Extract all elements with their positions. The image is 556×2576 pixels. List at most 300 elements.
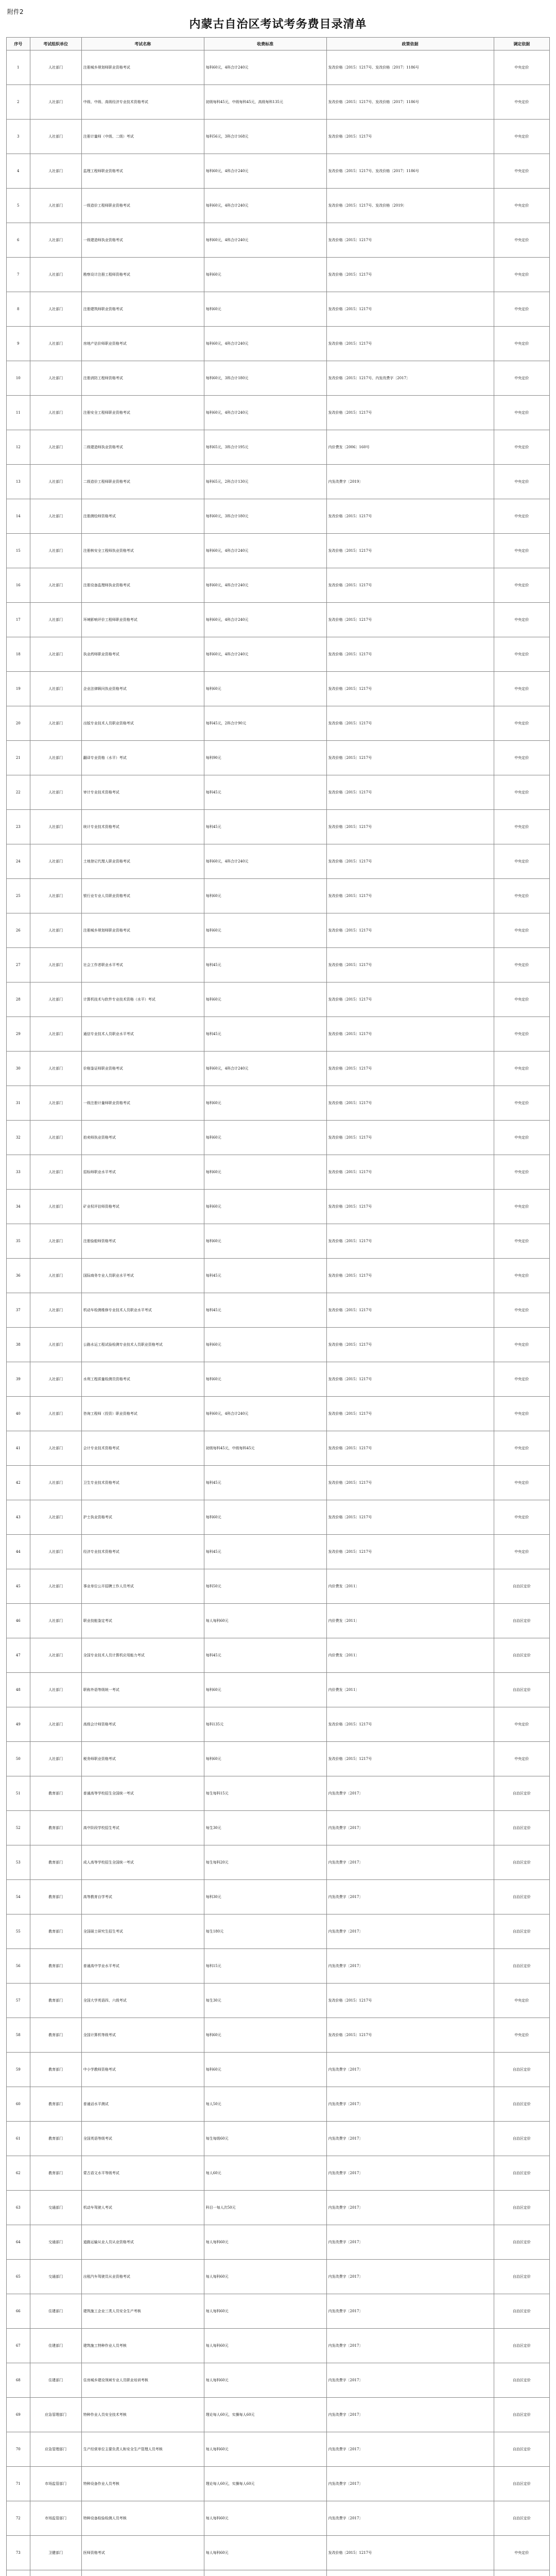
cell-fee: 每科65元，3科合计195元	[204, 430, 326, 465]
cell-authority: 自治区定价	[494, 2260, 549, 2294]
table-row	[7, 2122, 550, 2156]
cell-basis: 发改价格〔2015〕1217号	[326, 706, 494, 741]
cell-basis: 发改价格〔2015〕1217号	[326, 844, 494, 879]
cell-no: 37	[7, 1293, 30, 1328]
cell-fee: 每科65元，2科合计130元	[204, 465, 326, 499]
cell-basis: 发改价格〔2015〕1217号	[326, 1397, 494, 1431]
cell-basis: 发改价格〔2015〕1217号	[326, 396, 494, 430]
table-row	[7, 982, 550, 1017]
cell-basis: 内发改费字〔2017〕	[326, 2225, 494, 2260]
cell-org: 人社部门	[30, 1431, 81, 1466]
cell-no: 56	[7, 1949, 30, 1984]
cell-no: 72	[7, 2501, 30, 2536]
cell-authority: 中央定价	[494, 913, 549, 948]
cell-exam-name: 注册设备监理师执业资格考试	[81, 568, 204, 603]
cell-org: 人社部门	[30, 1638, 81, 1673]
header-org: 考试组织单位	[30, 38, 81, 50]
cell-exam-name: 翻译专业资格（水平）考试	[81, 741, 204, 775]
cell-exam-name: 护士执业资格考试	[81, 1500, 204, 1535]
cell-org: 人社部门	[30, 1328, 81, 1362]
cell-basis: 发改价格〔2015〕1217号	[326, 1224, 494, 1259]
cell-authority: 中央定价	[494, 499, 549, 534]
cell-exam-name: 特种作业人员安全技术考核	[81, 2398, 204, 2432]
cell-exam-name: 注册核安全工程师执业资格考试	[81, 534, 204, 568]
cell-fee: 每科60元，4科合计240元	[204, 154, 326, 189]
cell-basis: 发改价格〔2015〕1217号	[326, 1984, 494, 2018]
cell-basis: 发改价格〔2015〕1217号	[326, 1742, 494, 1776]
cell-org: 人社部门	[30, 1604, 81, 1638]
cell-fee: 每科60元	[204, 879, 326, 913]
cell-authority: 自治区定价	[494, 2087, 549, 2122]
cell-no: 32	[7, 1121, 30, 1155]
cell-org: 人社部门	[30, 1466, 81, 1500]
cell-no: 49	[7, 1707, 30, 1742]
table-row	[7, 1638, 550, 1673]
cell-no: 73	[7, 2536, 30, 2570]
cell-no: 17	[7, 603, 30, 637]
cell-org: 人社部门	[30, 1569, 81, 1604]
cell-exam-name: 医师资格考试	[81, 2536, 204, 2570]
cell-authority: 中央定价	[494, 1466, 549, 1500]
cell-no: 5	[7, 189, 30, 223]
cell-fee: 每生每级60元	[204, 2122, 326, 2156]
table-row	[7, 1121, 550, 1155]
cell-org: 人社部门	[30, 982, 81, 1017]
cell-authority: 中央定价	[494, 1362, 549, 1397]
cell-no: 24	[7, 844, 30, 879]
table-row	[7, 2087, 550, 2122]
cell-authority: 自治区定价	[494, 2363, 549, 2398]
cell-org: 人社部门	[30, 1190, 81, 1224]
cell-no: 4	[7, 154, 30, 189]
table-row	[7, 430, 550, 465]
cell-no: 28	[7, 982, 30, 1017]
table-row	[7, 2329, 550, 2363]
cell-exam-name: 生产经营单位主要负责人和安全生产管理人员考核	[81, 2432, 204, 2467]
cell-basis: 内发改费字〔2017〕	[326, 1776, 494, 1811]
cell-org: 人社部门	[30, 292, 81, 327]
cell-exam-name: 招标师职业水平考试	[81, 1155, 204, 1190]
cell-exam-name: 经济专业技术资格考试	[81, 1535, 204, 1569]
table-row	[7, 1224, 550, 1259]
cell-authority: 自治区定价	[494, 2467, 549, 2501]
cell-exam-name: 注册安全工程师职业资格考试	[81, 396, 204, 430]
cell-no: 66	[7, 2294, 30, 2329]
cell-no: 35	[7, 1224, 30, 1259]
cell-authority: 中央定价	[494, 603, 549, 637]
cell-basis: 发改价格〔2015〕1217号	[326, 1121, 494, 1155]
table-row	[7, 948, 550, 982]
cell-exam-name: 咨询工程师（投资）职业资格考试	[81, 1397, 204, 1431]
cell-org: 人社部门	[30, 1742, 81, 1776]
cell-basis: 发改价格〔2015〕1217号	[326, 1362, 494, 1397]
cell-org: 人社部门	[30, 1086, 81, 1121]
cell-basis: 发改价格〔2015〕1217号	[326, 948, 494, 982]
cell-authority: 中央定价	[494, 2018, 549, 2053]
cell-org: 人社部门	[30, 1224, 81, 1259]
cell-org: 教育部门	[30, 2053, 81, 2087]
cell-authority: 中央定价	[494, 1742, 549, 1776]
table-row	[7, 1880, 550, 1914]
cell-exam-name: 国际商务专业人员职业水平考试	[81, 1259, 204, 1293]
cell-exam-name: 机动车检测维修专业技术人员职业水平考试	[81, 1293, 204, 1328]
cell-org: 市场监管部门	[30, 2467, 81, 2501]
cell-fee: 每科60元	[204, 672, 326, 706]
table-row	[7, 879, 550, 913]
cell-fee: 每人每科60元	[204, 2294, 326, 2329]
cell-basis: 内价费发〔2011〕	[326, 1604, 494, 1638]
cell-basis: 发改价格〔2015〕1217号	[326, 1259, 494, 1293]
cell-authority: 中央定价	[494, 879, 549, 913]
cell-fee: 每科60元	[204, 292, 326, 327]
cell-exam-name: 水利工程质量检测员资格考试	[81, 1362, 204, 1397]
cell-fee: 每科60元	[204, 913, 326, 948]
cell-no: 25	[7, 879, 30, 913]
table-row	[7, 292, 550, 327]
cell-fee: 每科60元，4科合计240元	[204, 50, 326, 85]
table-row	[7, 775, 550, 810]
cell-basis: 发改价格〔2015〕1217号	[326, 1155, 494, 1190]
cell-fee: 每科60元	[204, 1742, 326, 1776]
cell-fee: 每人50元	[204, 2087, 326, 2122]
cell-authority: 中央定价	[494, 1431, 549, 1466]
table-row	[7, 2260, 550, 2294]
cell-basis: 内发改费字〔2017〕	[326, 2294, 494, 2329]
cell-authority: 自治区定价	[494, 1811, 549, 1845]
cell-fee: 每人每科60元	[204, 2225, 326, 2260]
table-row	[7, 2053, 550, 2087]
cell-exam-name: 道路运输从业人员从业资格考试	[81, 2225, 204, 2260]
cell-authority: 自治区定价	[494, 2122, 549, 2156]
cell-authority: 自治区定价	[494, 1880, 549, 1914]
cell-authority: 中央定价	[494, 1052, 549, 1086]
cell-org: 人社部门	[30, 430, 81, 465]
cell-org: 人社部门	[30, 775, 81, 810]
cell-exam-name: 一级造价工程师职业资格考试	[81, 189, 204, 223]
cell-org: 人社部门	[30, 1155, 81, 1190]
cell-org: 教育部门	[30, 2087, 81, 2122]
cell-basis: 发改价格〔2015〕1217号	[326, 741, 494, 775]
cell-basis: 发改价格〔2015〕1217号	[326, 603, 494, 637]
cell-basis: 内发改费字〔2017〕	[326, 2191, 494, 2225]
cell-no: 71	[7, 2467, 30, 2501]
cell-fee: 每科60元，4科合计240元	[204, 534, 326, 568]
cell-fee: 每科60元	[204, 258, 326, 292]
cell-org: 人社部门	[30, 223, 81, 258]
cell-authority: 中央定价	[494, 361, 549, 396]
cell-basis: 内发改费字〔2017〕	[326, 1949, 494, 1984]
cell-authority	[494, 2570, 549, 2576]
cell-authority: 中央定价	[494, 258, 549, 292]
cell-basis: 内价费发〔2011〕	[326, 1638, 494, 1673]
header-exam-name: 考试名称	[81, 38, 204, 50]
table-row	[7, 396, 550, 430]
cell-no	[7, 2570, 30, 2576]
cell-org: 教育部门	[30, 1984, 81, 2018]
cell-fee: 每科60元，4科合计240元	[204, 1052, 326, 1086]
cell-org: 人社部门	[30, 534, 81, 568]
cell-org: 人社部门	[30, 120, 81, 154]
cell-fee: 每人每科60元	[204, 2501, 326, 2536]
cell-exam-name: 蒙古语文水平等级考试	[81, 2156, 204, 2191]
cell-basis: 内价费发〔2011〕	[326, 1673, 494, 1707]
cell-fee: 每科60元	[204, 1121, 326, 1155]
cell-basis: 发改价格〔2015〕1217号	[326, 499, 494, 534]
cell-authority: 中央定价	[494, 1017, 549, 1052]
cell-basis: 内发改费字〔2017〕	[326, 2432, 494, 2467]
cell-authority: 自治区定价	[494, 1776, 549, 1811]
cell-no: 47	[7, 1638, 30, 1673]
cell-fee: 每科135元	[204, 1707, 326, 1742]
table-row	[7, 1604, 550, 1638]
cell-basis: 发改价格〔2015〕1217号	[326, 1707, 494, 1742]
cell-basis: 内发改费字〔2017〕	[326, 1914, 494, 1949]
cell-basis: 发改价格〔2015〕1217号	[326, 1017, 494, 1052]
cell-exam-name: 一级注册计量师职业资格考试	[81, 1086, 204, 1121]
cell-no: 9	[7, 327, 30, 361]
table-row	[7, 2501, 550, 2536]
cell-exam-name: 机动车驾驶人考试	[81, 2191, 204, 2225]
cell-basis: 发改价格〔2015〕1217号	[326, 292, 494, 327]
cell-basis: 发改价格〔2015〕1217号	[326, 2536, 494, 2570]
cell-basis: 发改价格〔2015〕1217号	[326, 1431, 494, 1466]
cell-basis: 内发改费字〔2017〕	[326, 2329, 494, 2363]
cell-exam-name: 企业法律顾问执业资格考试	[81, 672, 204, 706]
cell-org: 人社部门	[30, 844, 81, 879]
cell-no: 26	[7, 913, 30, 948]
cell-authority: 中央定价	[494, 1086, 549, 1121]
cell-org: 人社部门	[30, 706, 81, 741]
cell-authority: 中央定价	[494, 396, 549, 430]
cell-basis: 发改价格〔2015〕1217号	[326, 1190, 494, 1224]
cell-exam-name: 成人高等学校招生全国统一考试	[81, 1845, 204, 1880]
cell-fee: 每科60元	[204, 1155, 326, 1190]
cell-basis: 发改价格〔2015〕1217号	[326, 810, 494, 844]
cell-basis: 内发改费字〔2017〕	[326, 2053, 494, 2087]
header-no: 序号	[7, 38, 30, 50]
table-row	[7, 2363, 550, 2398]
cell-no: 42	[7, 1466, 30, 1500]
cell-exam-name: 注册测绘师资格考试	[81, 499, 204, 534]
cell-exam-name: 审计专业技术资格考试	[81, 775, 204, 810]
table-row	[7, 2156, 550, 2191]
cell-fee: 每科60元，4科合计240元	[204, 568, 326, 603]
cell-org: 人社部门	[30, 327, 81, 361]
cell-no: 34	[7, 1190, 30, 1224]
table-row	[7, 1052, 550, 1086]
cell-org: 人社部门	[30, 1121, 81, 1155]
cell-no: 2	[7, 85, 30, 120]
cell-exam-name: 价格鉴证师职业资格考试	[81, 1052, 204, 1086]
cell-fee: 每科60元，4科合计240元	[204, 1397, 326, 1431]
cell-basis: 发改价格〔2015〕1217号	[326, 1086, 494, 1121]
cell-authority: 自治区定价	[494, 2432, 549, 2467]
cell-basis: 发改价格〔2015〕1217号	[326, 1500, 494, 1535]
cell-org: 教育部门	[30, 2122, 81, 2156]
table-row	[7, 2191, 550, 2225]
cell-fee: 每科60元，4科合计240元	[204, 844, 326, 879]
cell-org: 教育部门	[30, 1845, 81, 1880]
cell-org: 交通部门	[30, 2191, 81, 2225]
cell-org: 卫健部门	[30, 2536, 81, 2570]
cell-exam-name: 特种设备检验检测人员考核	[81, 2501, 204, 2536]
table-row	[7, 258, 550, 292]
table-row	[7, 1086, 550, 1121]
cell-exam-name: 一级建造师执业资格考试	[81, 223, 204, 258]
cell-authority: 中央定价	[494, 465, 549, 499]
cell-basis: 发改价格〔2015〕1217号	[326, 982, 494, 1017]
cell-no: 44	[7, 1535, 30, 1569]
cell-authority: 中央定价	[494, 50, 549, 85]
cell-no: 18	[7, 637, 30, 672]
cell-authority: 中央定价	[494, 1259, 549, 1293]
table-row	[7, 1017, 550, 1052]
cell-exam-name: 普通话水平测试	[81, 2087, 204, 2122]
cell-basis: 发改价格〔2015〕1217号	[326, 879, 494, 913]
cell-no: 55	[7, 1914, 30, 1949]
table-row	[7, 2467, 550, 2501]
table-row	[7, 741, 550, 775]
cell-no: 3	[7, 120, 30, 154]
cell-basis: 发改价格〔2015〕1217号	[326, 1052, 494, 1086]
cell-exam-name: 注册验船师资格考试	[81, 1224, 204, 1259]
cell-authority: 中央定价	[494, 292, 549, 327]
cell-exam-name: 公路水运工程试验检测专业技术人员职业资格考试	[81, 1328, 204, 1362]
table-row	[7, 465, 550, 499]
cell-no: 16	[7, 568, 30, 603]
cell-no: 51	[7, 1776, 30, 1811]
table-row	[7, 2018, 550, 2053]
cell-no: 62	[7, 2156, 30, 2191]
cell-exam-name: 高级会计师资格考试	[81, 1707, 204, 1742]
table-row	[7, 706, 550, 741]
cell-basis: 发改价格〔2015〕1217号	[326, 2018, 494, 2053]
cell-basis: 内发改费字〔2017〕	[326, 2501, 494, 2536]
cell-no: 45	[7, 1569, 30, 1604]
cell-fee: 每科60元，4科合计240元	[204, 327, 326, 361]
cell-exam-name: 全国大学英语四、六级考试	[81, 1984, 204, 2018]
cell-authority: 自治区定价	[494, 2329, 549, 2363]
table-row	[7, 1535, 550, 1569]
cell-fee: 每人每科60元	[204, 2432, 326, 2467]
cell-no: 63	[7, 2191, 30, 2225]
cell-org: 人社部门	[30, 499, 81, 534]
cell-exam-name: 注册城乡规划师职业资格考试	[81, 913, 204, 948]
cell-basis: 内发改费字〔2017〕	[326, 1845, 494, 1880]
cell-no: 15	[7, 534, 30, 568]
cell-basis: 内发改费字〔2017〕	[326, 2156, 494, 2191]
cell-org: 交通部门	[30, 2260, 81, 2294]
cell-fee: 每生每科15元	[204, 1776, 326, 1811]
cell-no: 7	[7, 258, 30, 292]
table-row	[7, 844, 550, 879]
cell-no: 13	[7, 465, 30, 499]
cell-org: 人社部门	[30, 1397, 81, 1431]
cell-basis: 发改价格〔2015〕1217号、发改价格〔2019〕	[326, 189, 494, 223]
table-row	[7, 2398, 550, 2432]
table-row	[7, 672, 550, 706]
table-row	[7, 1845, 550, 1880]
cell-no: 53	[7, 1845, 30, 1880]
table-row	[7, 361, 550, 396]
cell-org: 人社部门	[30, 1259, 81, 1293]
cell-authority: 自治区定价	[494, 2294, 549, 2329]
cell-org: 人社部门	[30, 396, 81, 430]
table-row	[7, 1742, 550, 1776]
cell-exam-name: 高中阶段学校招生考试	[81, 1811, 204, 1845]
cell-no: 70	[7, 2432, 30, 2467]
cell-exam-name: 普通高等学校招生全国统一考试	[81, 1776, 204, 1811]
attachment-label: 附件2	[7, 8, 24, 15]
table-row	[7, 1155, 550, 1190]
cell-fee: 每科60元	[204, 2018, 326, 2053]
cell-authority: 中央定价	[494, 810, 549, 844]
cell-fee: 每科60元，4科合计240元	[204, 637, 326, 672]
cell-basis: 内发改费字〔2017〕	[326, 2122, 494, 2156]
cell-org: 应急管理部门	[30, 2398, 81, 2432]
cell-exam-name: 注册消防工程师资格考试	[81, 361, 204, 396]
cell-fee: 每科60元，3科合计180元	[204, 499, 326, 534]
table-row	[7, 2225, 550, 2260]
cell-authority: 中央定价	[494, 637, 549, 672]
cell-exam-name: 注册计量师（中级、二级）考试	[81, 120, 204, 154]
table-row	[7, 1190, 550, 1224]
cell-org: 住建部门	[30, 2329, 81, 2363]
table-row	[7, 1500, 550, 1535]
cell-no: 38	[7, 1328, 30, 1362]
cell-org: 教育部门	[30, 1880, 81, 1914]
table-row	[7, 189, 550, 223]
cell-basis: 内发改费字〔2017〕	[326, 1811, 494, 1845]
table-row	[7, 120, 550, 154]
table-row	[7, 1259, 550, 1293]
cell-exam-name: 建筑施工企业三类人员安全生产考核	[81, 2294, 204, 2329]
table-row	[7, 534, 550, 568]
cell-org: 交通部门	[30, 2225, 81, 2260]
cell-fee	[204, 2570, 326, 2576]
cell-authority: 中央定价	[494, 568, 549, 603]
cell-org: 住建部门	[30, 2294, 81, 2329]
cell-fee: 每科60元	[204, 982, 326, 1017]
cell-basis: 内发改费字〔2017〕	[326, 2087, 494, 2122]
cell-fee: 初级每科45元，中级每科45元，高级每科135元	[204, 85, 326, 120]
cell-authority: 中央定价	[494, 741, 549, 775]
cell-no: 61	[7, 2122, 30, 2156]
cell-org: 应急管理部门	[30, 2432, 81, 2467]
cell-fee: 每生30元	[204, 1811, 326, 1845]
cell-exam-name: 二级造价工程师职业资格考试	[81, 465, 204, 499]
table-row	[7, 603, 550, 637]
cell-exam-name: 全国英语等级考试	[81, 2122, 204, 2156]
cell-fee: 每科60元	[204, 1500, 326, 1535]
cell-exam-name: 职称外语等级统一考试	[81, 1673, 204, 1707]
cell-no: 50	[7, 1742, 30, 1776]
cell-authority: 自治区定价	[494, 1845, 549, 1880]
cell-no: 1	[7, 50, 30, 85]
cell-org: 人社部门	[30, 1362, 81, 1397]
cell-exam-name: 住房城乡建设领域专业人员职业培训考核	[81, 2363, 204, 2398]
cell-authority: 中央定价	[494, 327, 549, 361]
cell-fee: 每科60元	[204, 1673, 326, 1707]
table-row	[7, 810, 550, 844]
cell-fee: 每科60元	[204, 1224, 326, 1259]
cell-authority: 自治区定价	[494, 2501, 549, 2536]
cell-authority: 中央定价	[494, 1328, 549, 1362]
header-fee: 收费标准	[204, 38, 326, 50]
cell-authority: 中央定价	[494, 154, 549, 189]
cell-authority: 中央定价	[494, 430, 549, 465]
cell-no: 58	[7, 2018, 30, 2053]
